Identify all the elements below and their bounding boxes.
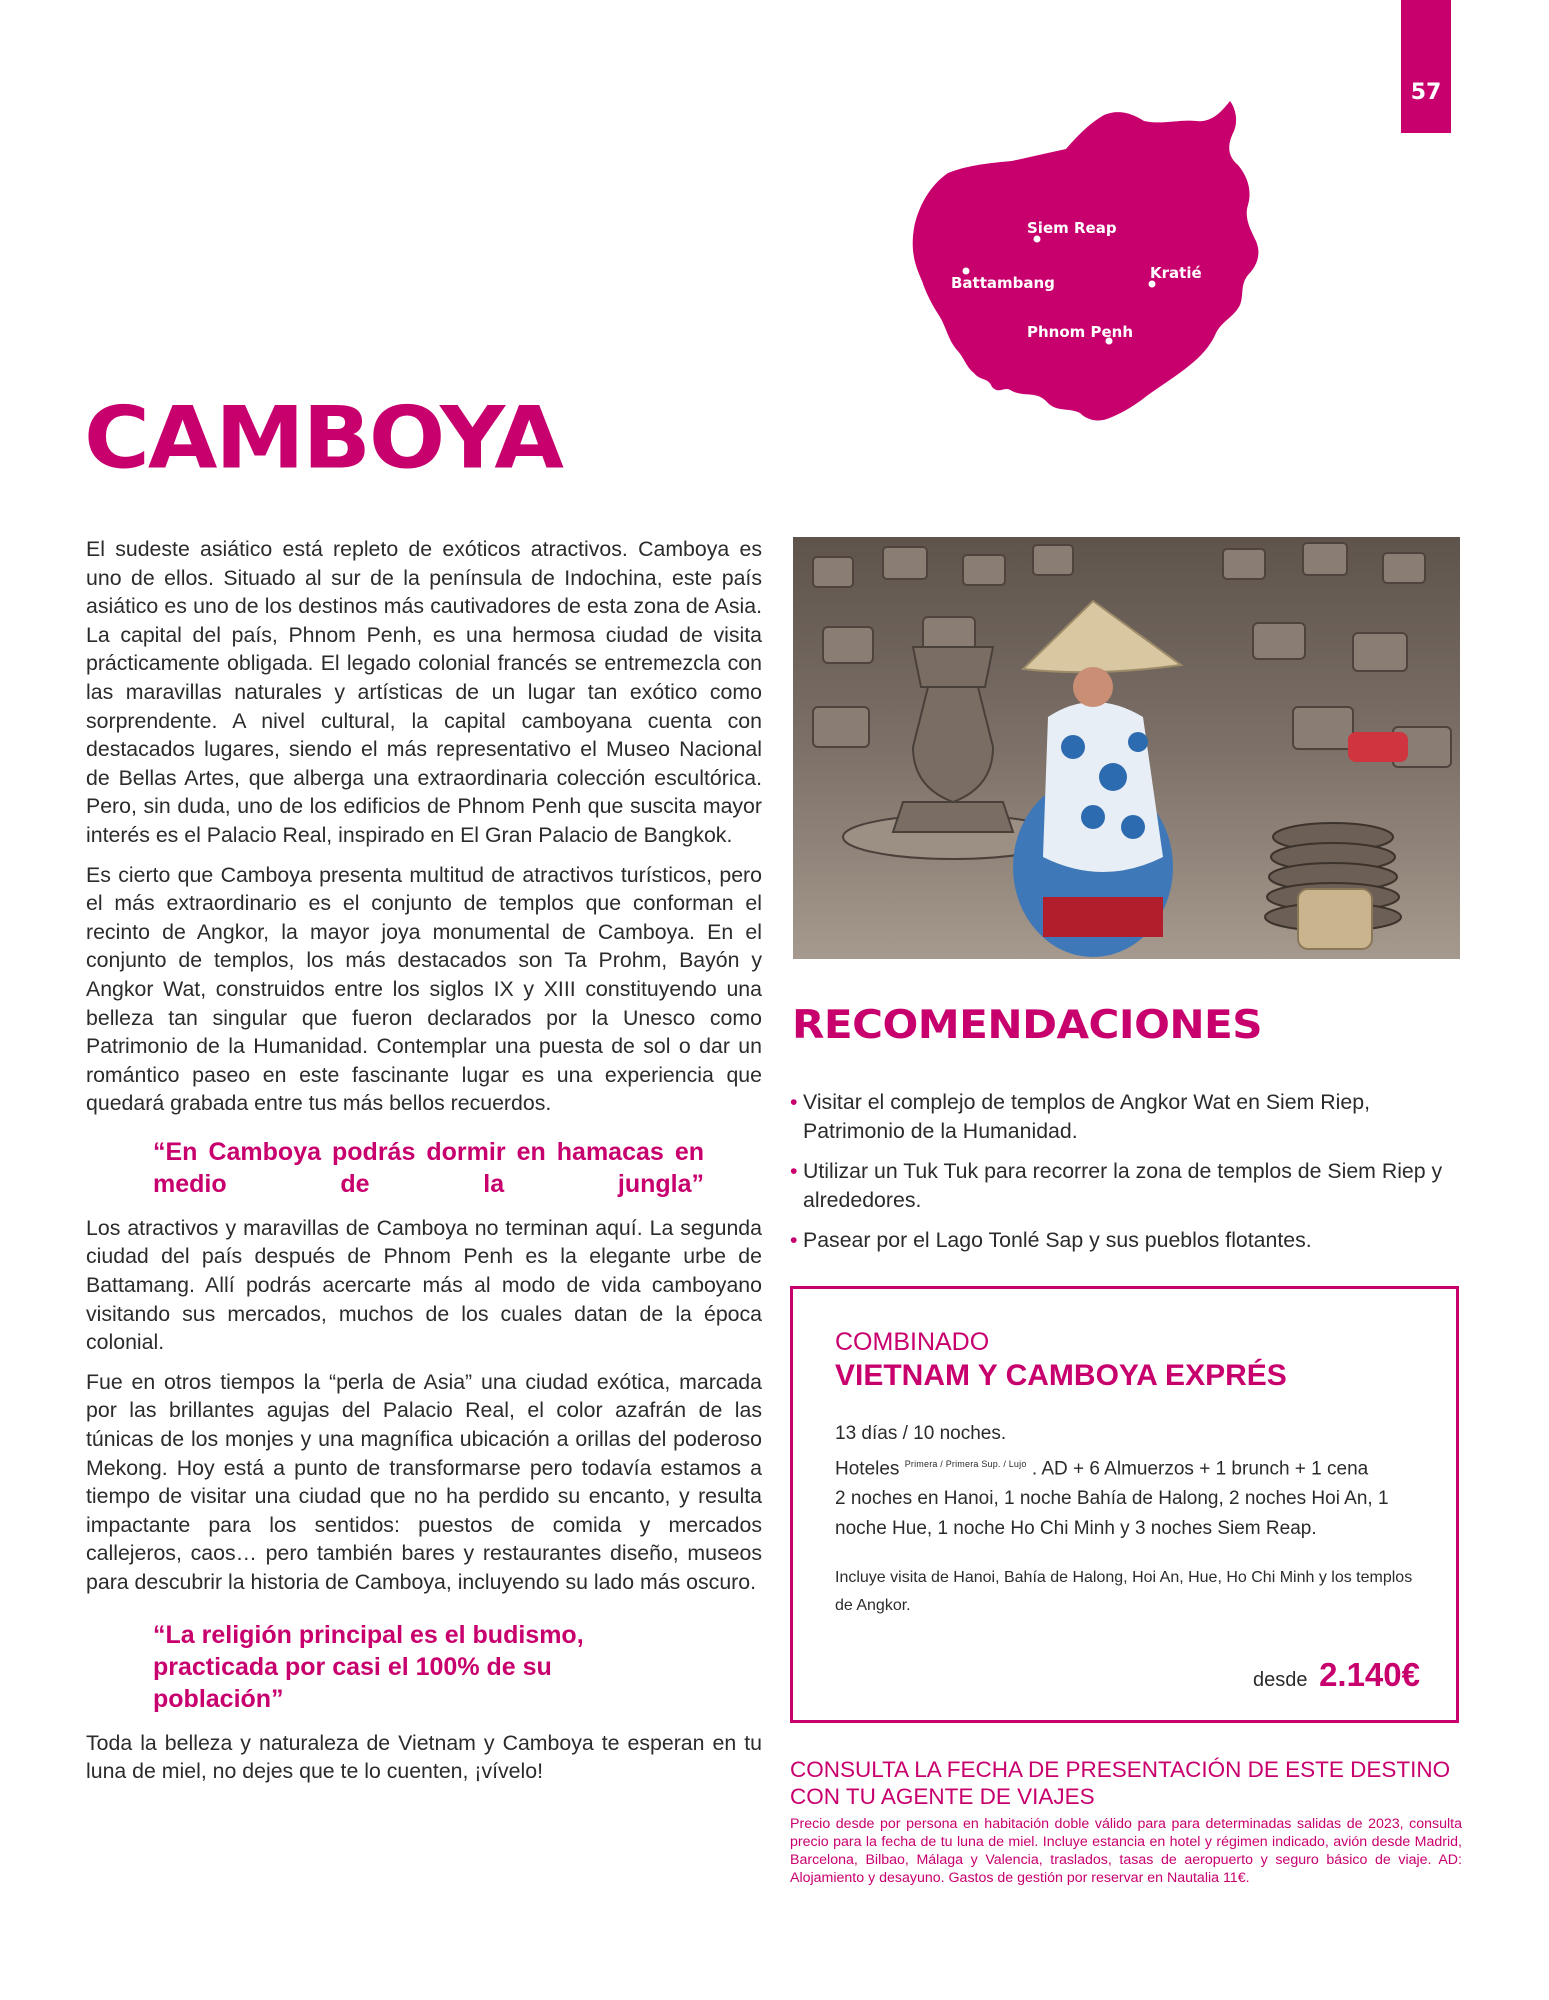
offer-hotel-categories: Primera / Primera Sup. / Lujo [904, 1459, 1027, 1469]
article-paragraph: Los atractivos y maravillas de Camboya no terminan aquí. La segunda ciudad del país después de Phnom Penh es la elegante urbe de Battamang. Allí podrás acercarte más al modo de vida camboyano visitando sus mercados, muchos de los cuales datan de la época colonial. [86, 1215, 762, 1355]
recommendations-list [790, 1088, 1462, 1267]
pottery-photo [793, 537, 1460, 959]
pull-quote: “En Camboya podrás dormir en hamacas en medio de la jungla” [153, 1137, 704, 1198]
pull-quote: “La religión principal es el budismo, practicada por casi el 100% de su población” [153, 1620, 584, 1713]
list-item-text: Utilizar un Tuk Tuk para recorrer la zona de templos de Siem Riep y alrededores. [803, 1159, 1443, 1212]
list-item [790, 1157, 1462, 1214]
city-label-kratie: Kratié [1150, 264, 1202, 282]
cambodia-map [900, 95, 1280, 430]
bullet-icon: • [790, 1228, 798, 1253]
city-label-phnom-penh: Phnom Penh [1027, 323, 1134, 341]
city-label-battambang: Battambang [951, 274, 1055, 292]
offer-duration: 13 días / 10 noches. [835, 1423, 1007, 1444]
article-paragraph: Es cierto que Camboya presenta multitud de atractivos turísticos, pero el más extraordinario es el conjunto de templos que conforman el recinto de Angkor, la mayor joya monumental de Camboya. En el conjunto de templos, los más destacados son Ta Prohm, Bayón y Angkor Wat, construidos entre los siglos IX y XIII constituyendo una belleza tan singular que fueron declarados por la Unesco como Patrimonio de la Humanidad. Contemplar una puesta de sol o dar un romántico paseo en este fascinante lugar es una experiencia que quedará grabada entre tus más bellos recuerdos. [86, 862, 762, 1116]
article-paragraph: Toda la belleza y naturaleza de Vietnam y Camboya te esperan en tu luna de miel, no dejes que te lo cuenten, ¡vívelo! [86, 1730, 762, 1784]
article-paragraph: El sudeste asiático está repleto de exóticos atractivos. Camboya es uno de ellos. Situado al sur de la península de Indochina, este país asiático es uno de los destinos más cautivadores de esta zona de Asia. La capital del país, Phnom Penh, es una hermosa ciudad de visita prácticamente obligada. El legado colonial francés se entremezcla con las maravillas naturales y artísticas de un lugar tan exótico como sorprendente. A nivel cultural, la capital camboyana cuenta con destacados lugares, siendo el más representativo el Museo Nacional de Bellas Artes, que alberga una extraordinaria colección escultórica. Pero, sin duda, uno de los edificios de Phnom Penh que suscita mayor interés es el Palacio Real, inspirado en El Gran Palacio de Bangkok. [86, 537, 762, 847]
list-item [790, 1226, 1462, 1255]
consult-note: CONSULTA LA FECHA DE PRESENTACIÓN DE ESTE DESTINO CON TU AGENTE DE VIAJES [790, 1757, 1451, 1809]
page-number: 57 [1410, 80, 1442, 105]
offer-includes: Incluye visita de Hanoi, Bahía de Halong, Hoi An, Hue, Ho Chi Minh y los templos de Angkor. [835, 1569, 1413, 1615]
fineprint: Precio desde por persona en habitación doble válido para para determinadas salidas de 2023, consulta precio para la fecha de tu luna de miel. Incluye estancia en hotel y régimen indicado, avión desde Madrid, Barcelona, Bilbao, Málaga y Valencia, traslados, tasas de aeropuerto y seguro básico de viaje. AD: Alojamiento y desayuno. Gastos de gestión por reservar en Nautalia 11€. [790, 1816, 1462, 1886]
list-item-text: Pasear por el Lago Tonlé Sap y sus pueblos flotantes. [803, 1228, 1312, 1253]
offer-nights: 2 noches en Hanoi, 1 noche Bahía de Halong, 2 noches Hoi An, 1 noche Hue, 1 noche Ho Chi Minh y 3 noches Siem Reap. [835, 1488, 1389, 1540]
price-prefix: desde [1253, 1669, 1308, 1691]
recommendations-title: RECOMENDACIONES [792, 1003, 1263, 1048]
page-number-tab [1401, 0, 1451, 133]
article-body [86, 535, 762, 1797]
offer-meals: . AD + 6 Almuerzos + 1 brunch + 1 cena [1031, 1458, 1369, 1480]
list-item [790, 1088, 1462, 1145]
offer-hotels-label: Hoteles [835, 1458, 900, 1480]
list-item-text: Visitar el complejo de templos de Angkor Wat en Siem Riep, Patrimonio de la Humanidad. [803, 1090, 1371, 1143]
offer-price [1253, 1656, 1420, 1694]
offer-kicker: COMBINADO [835, 1328, 990, 1356]
city-label-siem-reap: Siem Reap [1027, 219, 1117, 237]
bullet-icon: • [790, 1159, 798, 1184]
offer-hotels [835, 1449, 1416, 1484]
price-amount: 2.140€ [1319, 1656, 1420, 1693]
article-paragraph: Fue en otros tiempos la “perla de Asia” una ciudad exótica, marcada por las brillantes agujas del Palacio Real, el color azafrán de las túnicas de los monjes y una magnífica ubicación a orillas del poderoso Mekong. Hoy está a punto de transformarse pero todavía estamos a tiempo de visitar una ciudad que no ha perdido su encanto, y resulta impactante para los sentidos: puestos de comida y mercados callejeros, caos… pero también bares y restaurantes diseño, museos para descubrir la historia de Camboya, incluyendo su lado más oscuro. [86, 1369, 762, 1594]
offer-title: VIETNAM Y CAMBOYA EXPRÉS [835, 1359, 1287, 1392]
bullet-icon: • [790, 1090, 798, 1114]
page-title: CAMBOYA [84, 387, 562, 488]
offer-box [790, 1286, 1459, 1723]
cambodia-silhouette [913, 101, 1259, 420]
